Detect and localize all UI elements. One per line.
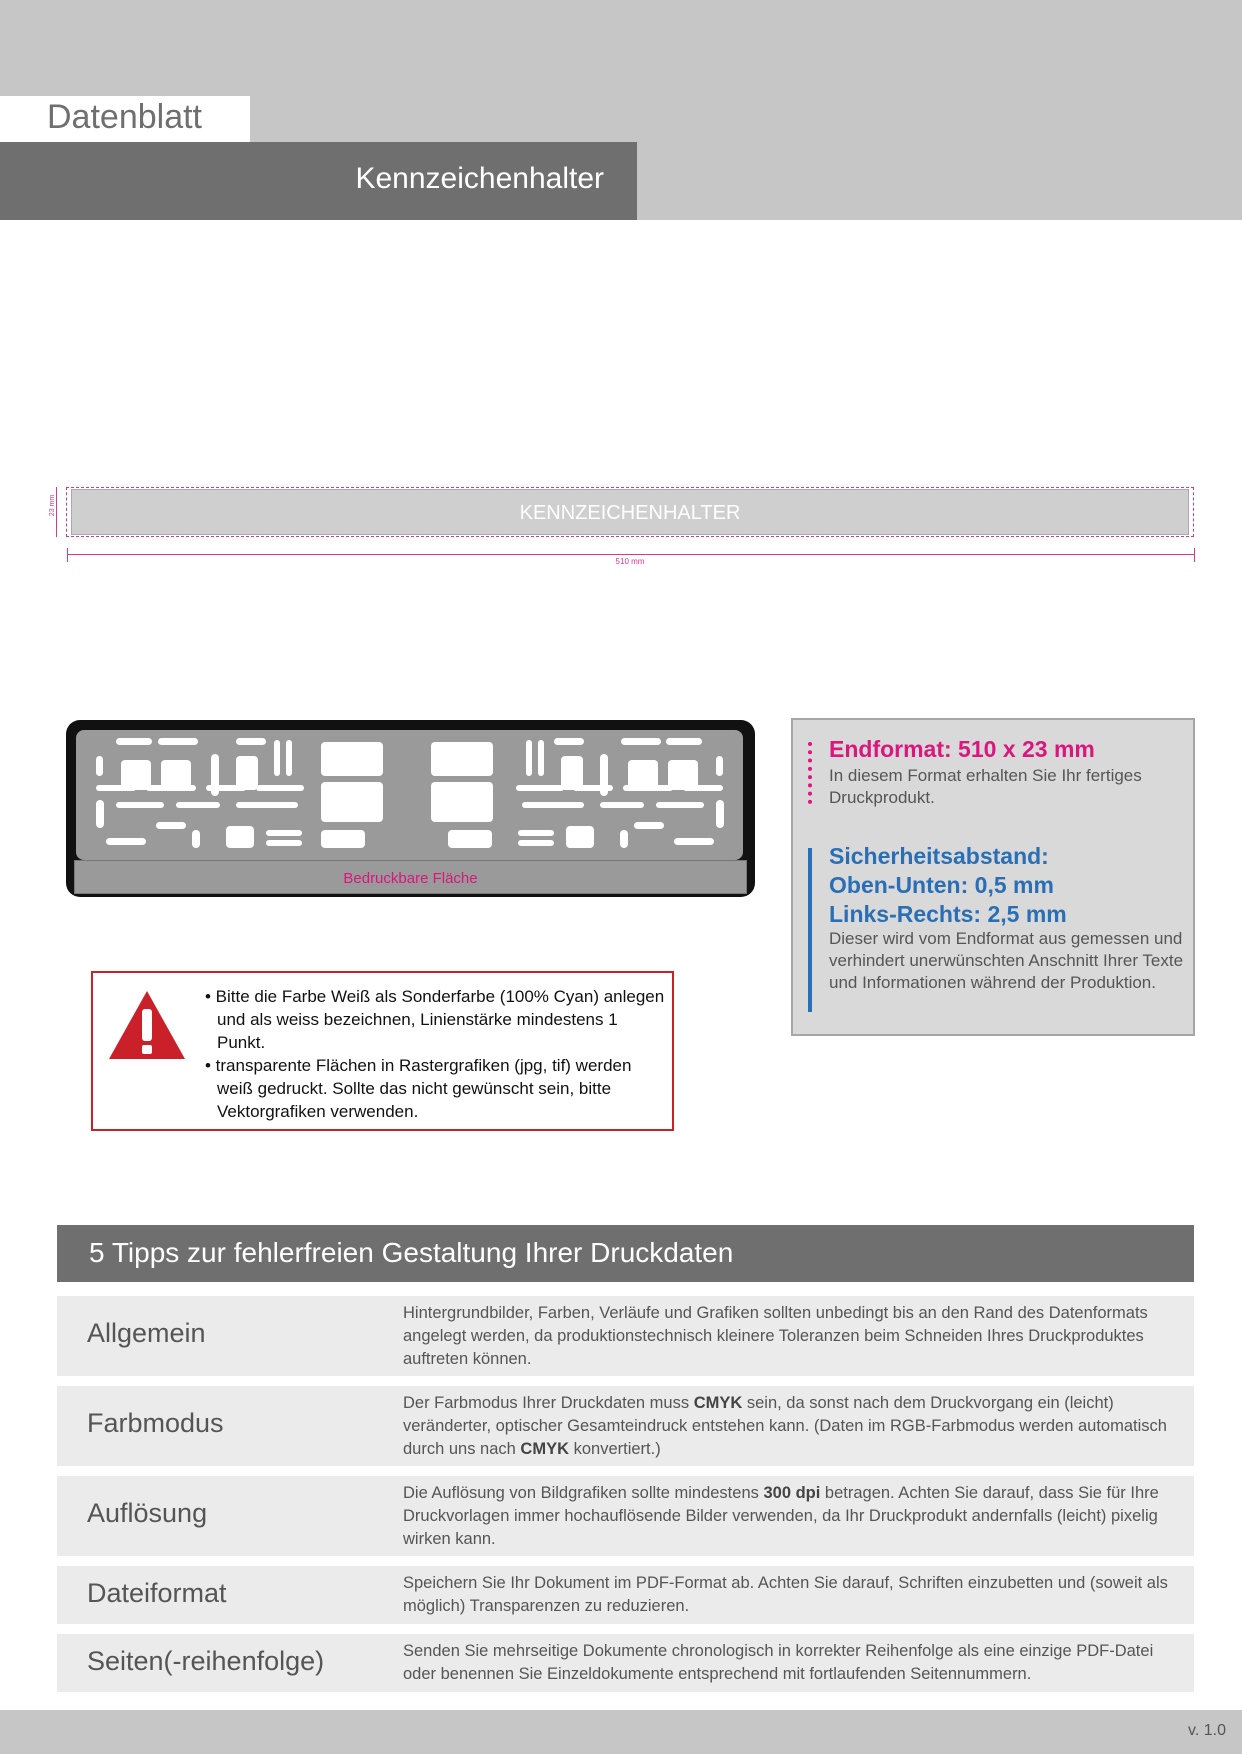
tip-label: Dateiformat (87, 1578, 227, 1608)
warning-item: • Bitte die Farbe Weiß als Sonderfarbe (100% Cyan) anlegen und als weiss bezeichnen, Linienstärke mindestens 1 Punkt. (205, 987, 665, 1052)
tip-row-farbmodus (57, 1386, 1194, 1466)
holder-hole (266, 840, 302, 846)
holder-hole (716, 800, 724, 828)
holder-hole (600, 802, 644, 808)
holder-hole (236, 738, 266, 745)
holder-hole (286, 740, 292, 776)
holder-hole (192, 830, 200, 848)
format-info-box (791, 718, 1195, 1036)
tip-text-emphasis: CMYK (693, 1394, 743, 1412)
safety-heading-line: Oben-Unten: 0,5 mm (829, 872, 1054, 898)
tip-label: Farbmodus (87, 1408, 224, 1438)
holder-hole (573, 785, 613, 791)
holder-hole (674, 838, 714, 845)
tip-text (403, 1640, 1183, 1686)
width-dimension-label: 510 mm (615, 557, 645, 566)
holder-hole (656, 802, 704, 808)
holder-hole (146, 785, 196, 791)
holder-hole (538, 740, 544, 776)
plate-label: KENNZEICHENHALTER (519, 502, 741, 524)
holder-hole (518, 830, 554, 836)
plate-drawing (50, 480, 1200, 570)
holder-hole (516, 785, 564, 791)
tip-text (403, 1482, 1183, 1551)
height-dimension-label: 23 mm (49, 494, 57, 517)
holder-hole (431, 782, 493, 822)
safety-heading-line: Links-Rechts: 2,5 mm (829, 901, 1067, 927)
tip-text-part: Speichern Sie Ihr Dokument im PDF-Format ab. Achten Sie darauf, Schriften einzubetten und (soweit als möglich) Transparenzen zu reduzieren. (403, 1574, 1168, 1615)
holder-hole (621, 738, 661, 745)
tip-row-allgemein (57, 1296, 1194, 1376)
tip-label: Auflösung (87, 1498, 208, 1528)
safety-heading-line: Sicherheitsabstand: (829, 843, 1049, 869)
holder-hole (256, 785, 304, 791)
holder-hole (634, 822, 664, 829)
holder-hole (666, 738, 702, 745)
tip-row-seiten (57, 1634, 1194, 1692)
holder-hole (176, 802, 220, 808)
warning-list (205, 985, 665, 1123)
holder-hole (620, 830, 628, 848)
holder-face (76, 730, 743, 860)
holder-hole (554, 738, 584, 745)
plate-area (71, 489, 1189, 535)
holder-hole (96, 785, 136, 791)
tip-text-emphasis: 300 dpi (763, 1484, 821, 1502)
holder-hole (236, 802, 298, 808)
holder-hole (716, 756, 723, 776)
holder-hole (321, 830, 365, 848)
printable-area-label: Bedruckbare Fläche (343, 870, 478, 887)
tips-header (57, 1225, 1194, 1282)
warning-item: • transparente Flächen in Rastergrafiken (jpg, tif) werden weiß gedruckt. Sollte das nicht gewünscht sein, bitte Vektorgrafiken verwenden. (205, 1056, 632, 1121)
warning-triangle-icon (107, 989, 187, 1061)
holder-illustration (66, 720, 755, 897)
tip-text (403, 1302, 1183, 1371)
tip-text-part: sein, da sonst nach dem Druckvorgang ein (leicht) veränderter, optischer Gesamteindruck entstehen kann. (Daten im RGB-Farbmodus werden automatisch durch uns nach (403, 1394, 1167, 1458)
holder-hole (623, 785, 673, 791)
footer-band (0, 1710, 1242, 1754)
holder-hole (116, 802, 164, 808)
version-label: v. 1.0 (1188, 1722, 1226, 1739)
holder-hole (448, 830, 492, 848)
tip-text-part: Der Farbmodus Ihrer Druckdaten muss (403, 1394, 694, 1412)
holder-hole (116, 738, 152, 745)
holder-hole (226, 826, 254, 848)
holder-hole (431, 742, 493, 776)
holder-hole (526, 740, 532, 776)
tip-text-emphasis: CMYK (520, 1440, 570, 1458)
holder-hole (96, 756, 103, 776)
tip-row-aufloesung (57, 1476, 1194, 1556)
tip-text (403, 1572, 1183, 1618)
printable-area (74, 860, 747, 894)
tip-text-part: Senden Sie mehrseitige Dokumente chronologisch in korrekter Reihenfolge als eine einzige PDF-Datei oder benennen Sie Einzeldokumente entsprechend mit fortlaufenden Seitennummern. (403, 1642, 1154, 1683)
tip-row-dateiformat (57, 1566, 1194, 1624)
tip-text-part: Die Auflösung von Bildgrafiken sollte mindestens (403, 1484, 764, 1502)
page-title: Datenblatt (47, 98, 202, 136)
safety-heading (829, 842, 1189, 929)
tip-text-part: konvertiert.) (569, 1440, 661, 1458)
holder-hole (683, 785, 723, 791)
tip-text-part: Hintergrundbilder, Farben, Verläufe und Grafiken sollten unbedingt bis an den Rand des Datenformats angelegt werden, da produktionstechnisch kleinere Toleranzen beim Schneiden Ihres Druckproduktes auftreten können. (403, 1304, 1148, 1368)
holder-hole (156, 822, 186, 829)
warning-box (91, 971, 674, 1131)
holder-hole (266, 830, 302, 836)
holder-hole (158, 738, 198, 745)
holder-hole (96, 800, 104, 828)
tip-text (403, 1392, 1183, 1461)
holder-hole (522, 802, 584, 808)
tip-label: Seiten(-reihenfolge) (87, 1646, 325, 1676)
subtitle-bar (0, 142, 637, 220)
holder-hole (566, 826, 594, 848)
holder-hole (106, 838, 146, 845)
holder-hole (321, 742, 383, 776)
safety-text: Dieser wird vom Endformat aus gemessen und verhindert unerwünschten Anschnitt Ihrer Texte und Informationen während der Produktion. (829, 929, 1184, 992)
format-heading: Endformat: 510 x 23 mm (829, 736, 1095, 762)
tip-text-part: betragen. Achten Sie darauf, dass Sie für Ihre Druckvorlagen immer hochauflösende Bilder verwenden, da Ihr Druckprodukt andernfalls (leicht) pixelig wirken kann. (403, 1484, 1159, 1548)
width-dimension-line (67, 554, 1194, 555)
page-subtitle: Kennzeichenhalter (355, 162, 604, 195)
holder-hole (321, 782, 383, 822)
format-marker (808, 742, 812, 804)
tip-label: Allgemein (87, 1318, 206, 1348)
format-text: In diesem Format erhalten Sie Ihr fertiges Druckprodukt. (829, 766, 1142, 807)
holder-hole (274, 740, 280, 776)
holder-hole (518, 840, 554, 846)
holder-hole (206, 785, 246, 791)
tips-heading: 5 Tipps zur fehlerfreien Gestaltung Ihrer Druckdaten (89, 1237, 734, 1268)
safety-marker (808, 848, 812, 1012)
